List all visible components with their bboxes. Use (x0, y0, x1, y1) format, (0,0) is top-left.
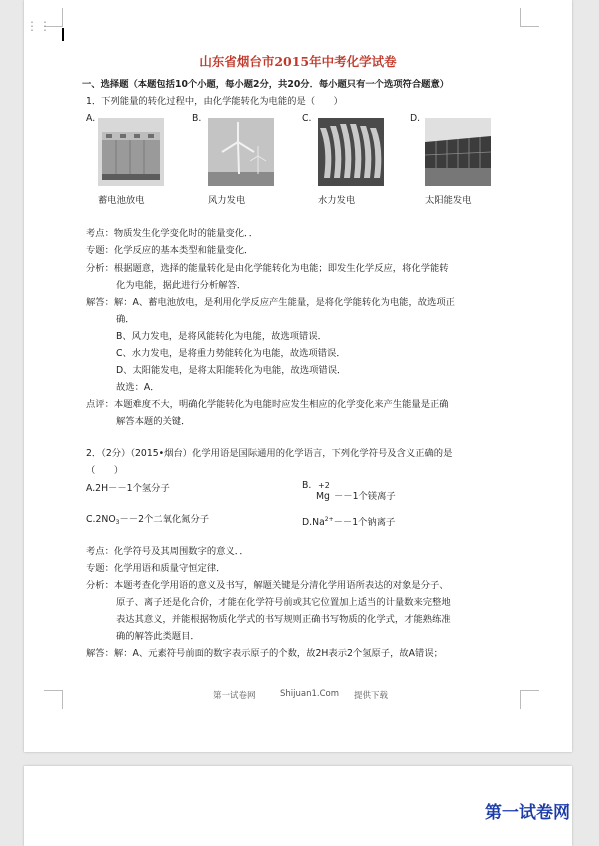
q1-kaodian: 考点：物质发生化学变化时的能量变化．． (86, 228, 258, 239)
drag-handle-icon[interactable]: ⋮⋮ (26, 19, 52, 33)
q2-analysis-line4: 确的解答此类题目． (116, 631, 200, 642)
footer-right: 提供下载 (354, 691, 389, 701)
solar-panel-image (425, 118, 491, 186)
page-title: 山东省烟台市2015年中考化学试卷 (199, 54, 397, 69)
q1-option-a-letter: A. (86, 113, 96, 124)
q2-analysis-line3: 表达其意义，并能根据物质化学式的书写规则正确书写物质的化学式，才能熟练准 (116, 614, 451, 625)
q2-option-c-post: －－2个二氧化氮分子 (119, 514, 210, 525)
q1-option-c-letter: C. (302, 113, 312, 124)
q1-answer-line2: 确． (116, 314, 135, 325)
q1-stem: 1．下列能量的转化过程中，由化学能转化为电能的是（ ） (86, 96, 343, 107)
q2-option-b-charge: +2 (318, 481, 330, 490)
q1-answer-line4: C、水力发电，是将重力势能转化为电能，故选项错误． (116, 348, 346, 359)
q2-stem-brackets: （ ） (86, 465, 124, 476)
q1-zhuanti: 专题：化学反应的基本类型和能量变化． (86, 245, 254, 256)
q2-option-d-post: －－1个钠离子 (333, 517, 396, 528)
q1-option-d-letter: D. (410, 113, 421, 124)
q2-option-d-sup: 2+ (324, 516, 334, 523)
q2-kaodian: 考点：化学符号及其周围数字的意义．． (86, 546, 249, 557)
q1-answer-line1: 解答：解：A、蓄电池放电，是利用化学反应产生能量，是将化学能转化为电能，故选项正 (86, 297, 455, 308)
q2-option-b-text: －－1个镁离子 (334, 491, 396, 502)
water-turbine-image (318, 118, 384, 186)
footer-mid: Shijuan1.Com (280, 689, 340, 699)
margin-corner-top-right (520, 8, 539, 27)
q2-option-d-pre: D.Na (302, 517, 325, 528)
section-heading: 一、选择题（本题包括10个小题，每小题2分，共20分．每小题只有一个选项符合题意） (82, 79, 450, 90)
q2-option-c (86, 514, 209, 529)
q2-option-b-symbol: Mg (316, 491, 330, 502)
brand-watermark: 第一试卷网 (485, 803, 570, 823)
q1-analysis-line1: 分析：根据题意，选择的能量转化是由化学能转化为电能；即发生化学反应，将化学能转 (86, 263, 449, 274)
q1-answer-line6: 故选：A． (116, 382, 160, 393)
q1-analysis-line2: 化为电能，据此进行分析解答． (116, 280, 247, 291)
q1-answer-line5: D、太阳能发电，是将太阳能转化为电能，故选项错误． (116, 365, 347, 376)
q2-option-c-sub: 3 (115, 519, 120, 526)
q2-option-b-letter: B. (302, 480, 312, 491)
q1-comment-line2: 解答本题的关键． (116, 416, 191, 427)
q1-answer-line3: B、风力发电，是将风能转化为电能，故选项错误． (116, 331, 327, 342)
margin-corner-bottom-right (520, 690, 539, 709)
q1-option-c-caption: 水力发电 (318, 195, 356, 206)
wind-turbine-image (208, 118, 274, 186)
q2-option-c-pre: C.2NO (86, 514, 116, 525)
q2-answer-line1: 解答：解：A、元素符号前面的数字表示原子的个数，故2H表示2个氢原子，故A错误； (86, 648, 443, 659)
footer-left: 第一试卷网 (213, 691, 256, 701)
q1-option-b-letter: B. (192, 113, 202, 124)
q1-comment-line1: 点评：本题难度不大，明确化学能转化为电能时应发生相应的化学变化来产生能量是正确 (86, 399, 449, 410)
q1-option-a-caption: 蓄电池放电 (98, 195, 145, 206)
q2-option-a: A.2H－－1个氢分子 (86, 483, 170, 494)
q2-zhuanti: 专题：化学用语和质量守恒定律． (86, 563, 226, 574)
q2-option-d (302, 514, 395, 529)
q1-option-d-caption: 太阳能发电 (425, 195, 472, 206)
q2-analysis-line1: 分析：本题考查化学用语的意义及书写，解题关键是分清化学用语所表达的对象是分子、 (86, 580, 449, 591)
q2-analysis-line2: 原子、离子还是化合价，才能在化学符号前或其它位置加上适当的计量数来完整地 (116, 597, 451, 608)
q1-option-b-caption: 风力发电 (208, 195, 246, 206)
text-cursor (62, 28, 64, 41)
margin-corner-bottom-left (44, 690, 63, 709)
battery-image (98, 118, 164, 186)
q2-stem: 2．（2分）（2015•烟台）化学用语是国际通用的化学语言，下列化学符号及含义正确的是 (86, 448, 453, 459)
